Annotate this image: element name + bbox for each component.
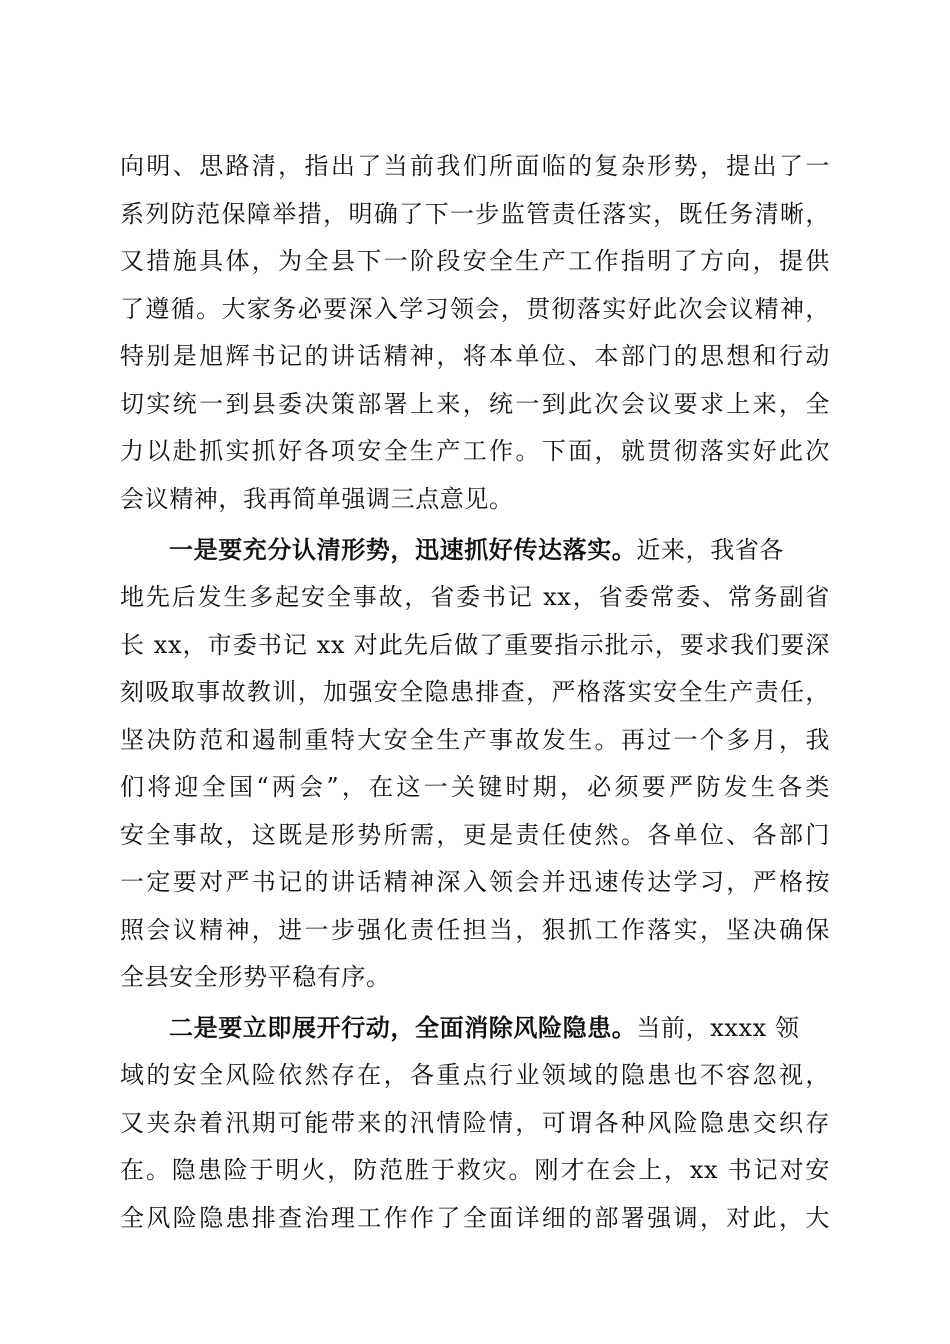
paragraph3-line-5: 全风险隐患排查治理工作作了全面详细的部署强调，对此，大	[120, 1204, 830, 1232]
paragraph2-line-9: 照会议精神，进一步强化责任担当，狠抓工作落实，坚决确保	[120, 916, 830, 944]
paragraph2-line-5: 坚决防范和遏制重特大安全生产事故发生。再过一个多月，我	[120, 726, 830, 754]
paragraph1-line-4: 了遵循。大家务必要深入学习领会，贯彻落实好此次会议精神，	[120, 295, 830, 323]
paragraph1-line-5: 特别是旭辉书记的讲话精神，将本单位、本部门的思想和行动	[120, 342, 830, 370]
paragraph1-line-2: 系列防范保障举措，明确了下一步监管责任落实，既任务清晰，	[120, 200, 830, 228]
paragraph1-line-3: 又措施具体，为全县下一阶段安全生产工作指明了方向，提供	[120, 247, 830, 275]
paragraph2-line-10: 全县安全形势平稳有序。	[120, 963, 391, 991]
paragraph2-first-line	[169, 535, 830, 565]
paragraph3-line-4: 在。隐患险于明火，防范胜于救灾。刚才在会上，xx 书记对安	[120, 1156, 830, 1184]
paragraph3-lead: 二是要立即展开行动，全面消除风险隐患。	[169, 1013, 637, 1042]
paragraph3-first-line	[169, 1013, 830, 1043]
paragraph2-line-3: 长 xx，市委书记 xx 对此先后做了重要指示批示，要求我们要深	[120, 631, 830, 659]
paragraph2-lead: 一是要充分认清形势，迅速抓好传达落实。	[169, 535, 637, 564]
paragraph2-line-8: 一定要对严书记的讲话精神深入领会并迅速传达学习，严格按	[120, 868, 830, 896]
paragraph2-first-line-rest: 近来，我省各	[636, 536, 785, 564]
paragraph1-line-6: 切实统一到县委决策部署上来，统一到此次会议要求上来，全	[120, 390, 830, 418]
paragraph1-line-7: 力以赴抓实抓好各项安全生产工作。下面，就贯彻落实好此次	[120, 437, 830, 465]
paragraph1-line-1: 向明、思路清，指出了当前我们所面临的复杂形势，提出了一	[120, 152, 830, 180]
paragraph2-line-6: 们将迎全国“两会”，在这一关键时期，必须要严防发生各类	[120, 773, 830, 801]
paragraph2-line-2: 地先后发生多起安全事故，省委书记 xx，省委常委、常务副省	[120, 583, 830, 611]
paragraph2-line-7: 安全事故，这既是形势所需，更是责任使然。各单位、各部门	[120, 821, 830, 849]
paragraph3-line-3: 又夹杂着汛期可能带来的汛情险情，可谓各种风险隐患交织存	[120, 1109, 830, 1137]
paragraph1-line-8: 会议精神，我再简单强调三点意见。	[120, 485, 514, 513]
paragraph2-line-4: 刻吸取事故教训，加强安全隐患排查，严格落实安全生产责任，	[120, 678, 830, 706]
paragraph3-first-line-rest: 当前，xxxx 领	[636, 1014, 800, 1042]
paragraph3-line-2: 域的安全风险依然存在，各重点行业领域的隐患也不容忽视，	[120, 1061, 830, 1089]
